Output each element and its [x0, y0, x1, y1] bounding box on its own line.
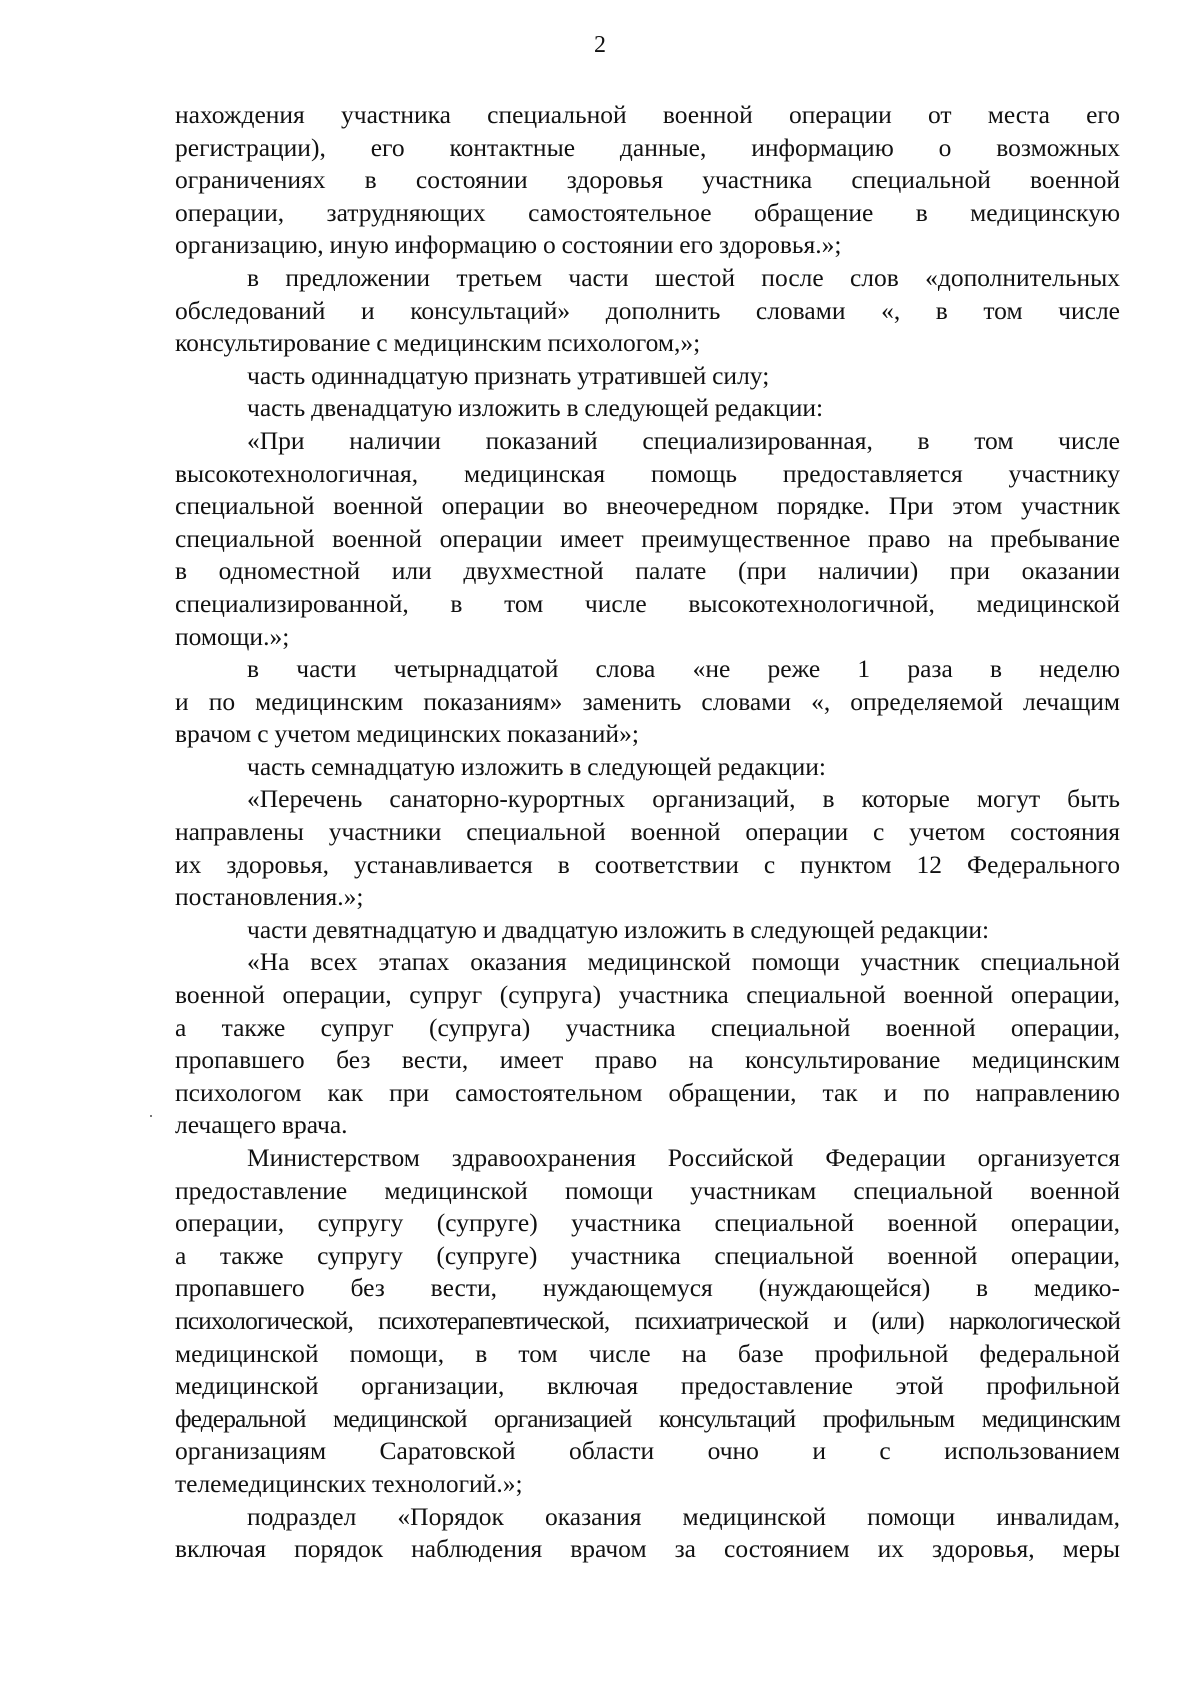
text-line: предоставление медицинской помощи участникам специальной военной	[175, 1175, 1120, 1205]
text-line: регистрации), его контактные данные, информацию о возможных	[175, 132, 1120, 162]
text-line: помощи.»;	[175, 621, 290, 651]
text-line: лечащего врача.	[175, 1110, 348, 1140]
text-line: специальной военной операции во внеочередном порядке. При этом участник	[175, 491, 1120, 521]
text-line: медицинской организации, включая предоставление этой профильной	[175, 1371, 1120, 1401]
text-line: специализированной, в том числе высокотехнологичной, медицинской	[175, 588, 1120, 618]
text-line: специальной военной операции имеет преимущественное право на пребывание	[175, 523, 1120, 553]
text-line: часть двенадцатую изложить в следующей редакции:	[247, 393, 824, 423]
document-body	[175, 99, 1120, 1566]
text-line: и по медицинским показаниям» заменить словами «, определяемой лечащим	[175, 686, 1120, 716]
text-line: пропавшего без вести, имеет право на консультирование медицинским	[175, 1045, 1120, 1075]
page-number: 2	[594, 32, 606, 58]
text-line: операции, затрудняющих самостоятельное обращение в медицинскую	[175, 197, 1120, 227]
text-line: а также супруг (супруга) участника специальной военной операции,	[175, 1012, 1120, 1042]
text-line: психологической, психотерапевтической, психиатрической и (или) наркологической	[175, 1305, 1120, 1335]
text-line: «На всех этапах оказания медицинской помощи участник специальной	[247, 947, 1120, 977]
text-line: их здоровья, устанавливается в соответствии с пунктом 12 Федерального	[175, 849, 1120, 879]
text-line: военной операции, супруг (супруга) участника специальной военной операции,	[175, 980, 1120, 1010]
text-line: часть семнадцатую изложить в следующей редакции:	[247, 751, 827, 781]
text-line: направлены участники специальной военной операции с учетом состояния	[175, 817, 1120, 847]
text-line: в одноместной или двухместной палате (при наличии) при оказании	[175, 556, 1120, 586]
text-line: пропавшего без вести, нуждающемуся (нуждающейся) в медико-	[175, 1273, 1120, 1303]
text-line: Министерством здравоохранения Российской Федерации организуется	[247, 1143, 1120, 1172]
text-line: «При наличии показаний специализированная, в том числе	[247, 425, 1120, 455]
text-line: ограничениях в состоянии здоровья участника специальной военной	[175, 165, 1120, 195]
text-line: постановления.»;	[175, 882, 364, 912]
text-line: медицинской помощи, в том числе на базе профильной федеральной	[175, 1338, 1120, 1368]
text-line: федеральной медицинской организацией консультаций профильным медицинским	[175, 1403, 1120, 1433]
text-line: организациям Саратовской области очно и с использованием	[175, 1436, 1120, 1466]
text-line: нахождения участника специальной военной операции от места его	[175, 100, 1120, 129]
text-line: высокотехнологичная, медицинская помощь предоставляется участнику	[175, 458, 1120, 488]
text-line: части девятнадцатую и двадцатую изложить в следующей редакции:	[247, 914, 990, 944]
text-line: организацию, иную информацию о состоянии его здоровья.»;	[175, 230, 842, 260]
text-line: в предложении третьем части шестой после слов «дополнительных	[247, 262, 1120, 292]
text-line: консультирование с медицинским психологом,»;	[175, 328, 701, 358]
text-line: операции, супругу (супруге) участника специальной военной операции,	[175, 1208, 1120, 1238]
text-line: обследований и консультаций» дополнить словами «, в том числе	[175, 295, 1120, 325]
scan-artifact	[150, 1115, 152, 1117]
text-line: подраздел «Порядок оказания медицинской помощи инвалидам,	[247, 1501, 1120, 1531]
text-line: психологом как при самостоятельном обращении, так и по направлению	[175, 1077, 1120, 1107]
text-line: а также супругу (супруге) участника специальной военной операции,	[175, 1240, 1120, 1270]
text-line: часть одиннадцатую признать утратившей силу;	[247, 360, 770, 390]
text-line: в части четырнадцатой слова «не реже 1 раза в неделю	[247, 654, 1120, 684]
text-line: телемедицинских технологий.»;	[175, 1468, 523, 1498]
text-line: врачом с учетом медицинских показаний»;	[175, 719, 639, 749]
text-line: «Перечень санаторно-курортных организаций, в которые могут быть	[247, 784, 1120, 814]
text-line: включая порядок наблюдения врачом за состоянием их здоровья, меры	[175, 1534, 1120, 1564]
